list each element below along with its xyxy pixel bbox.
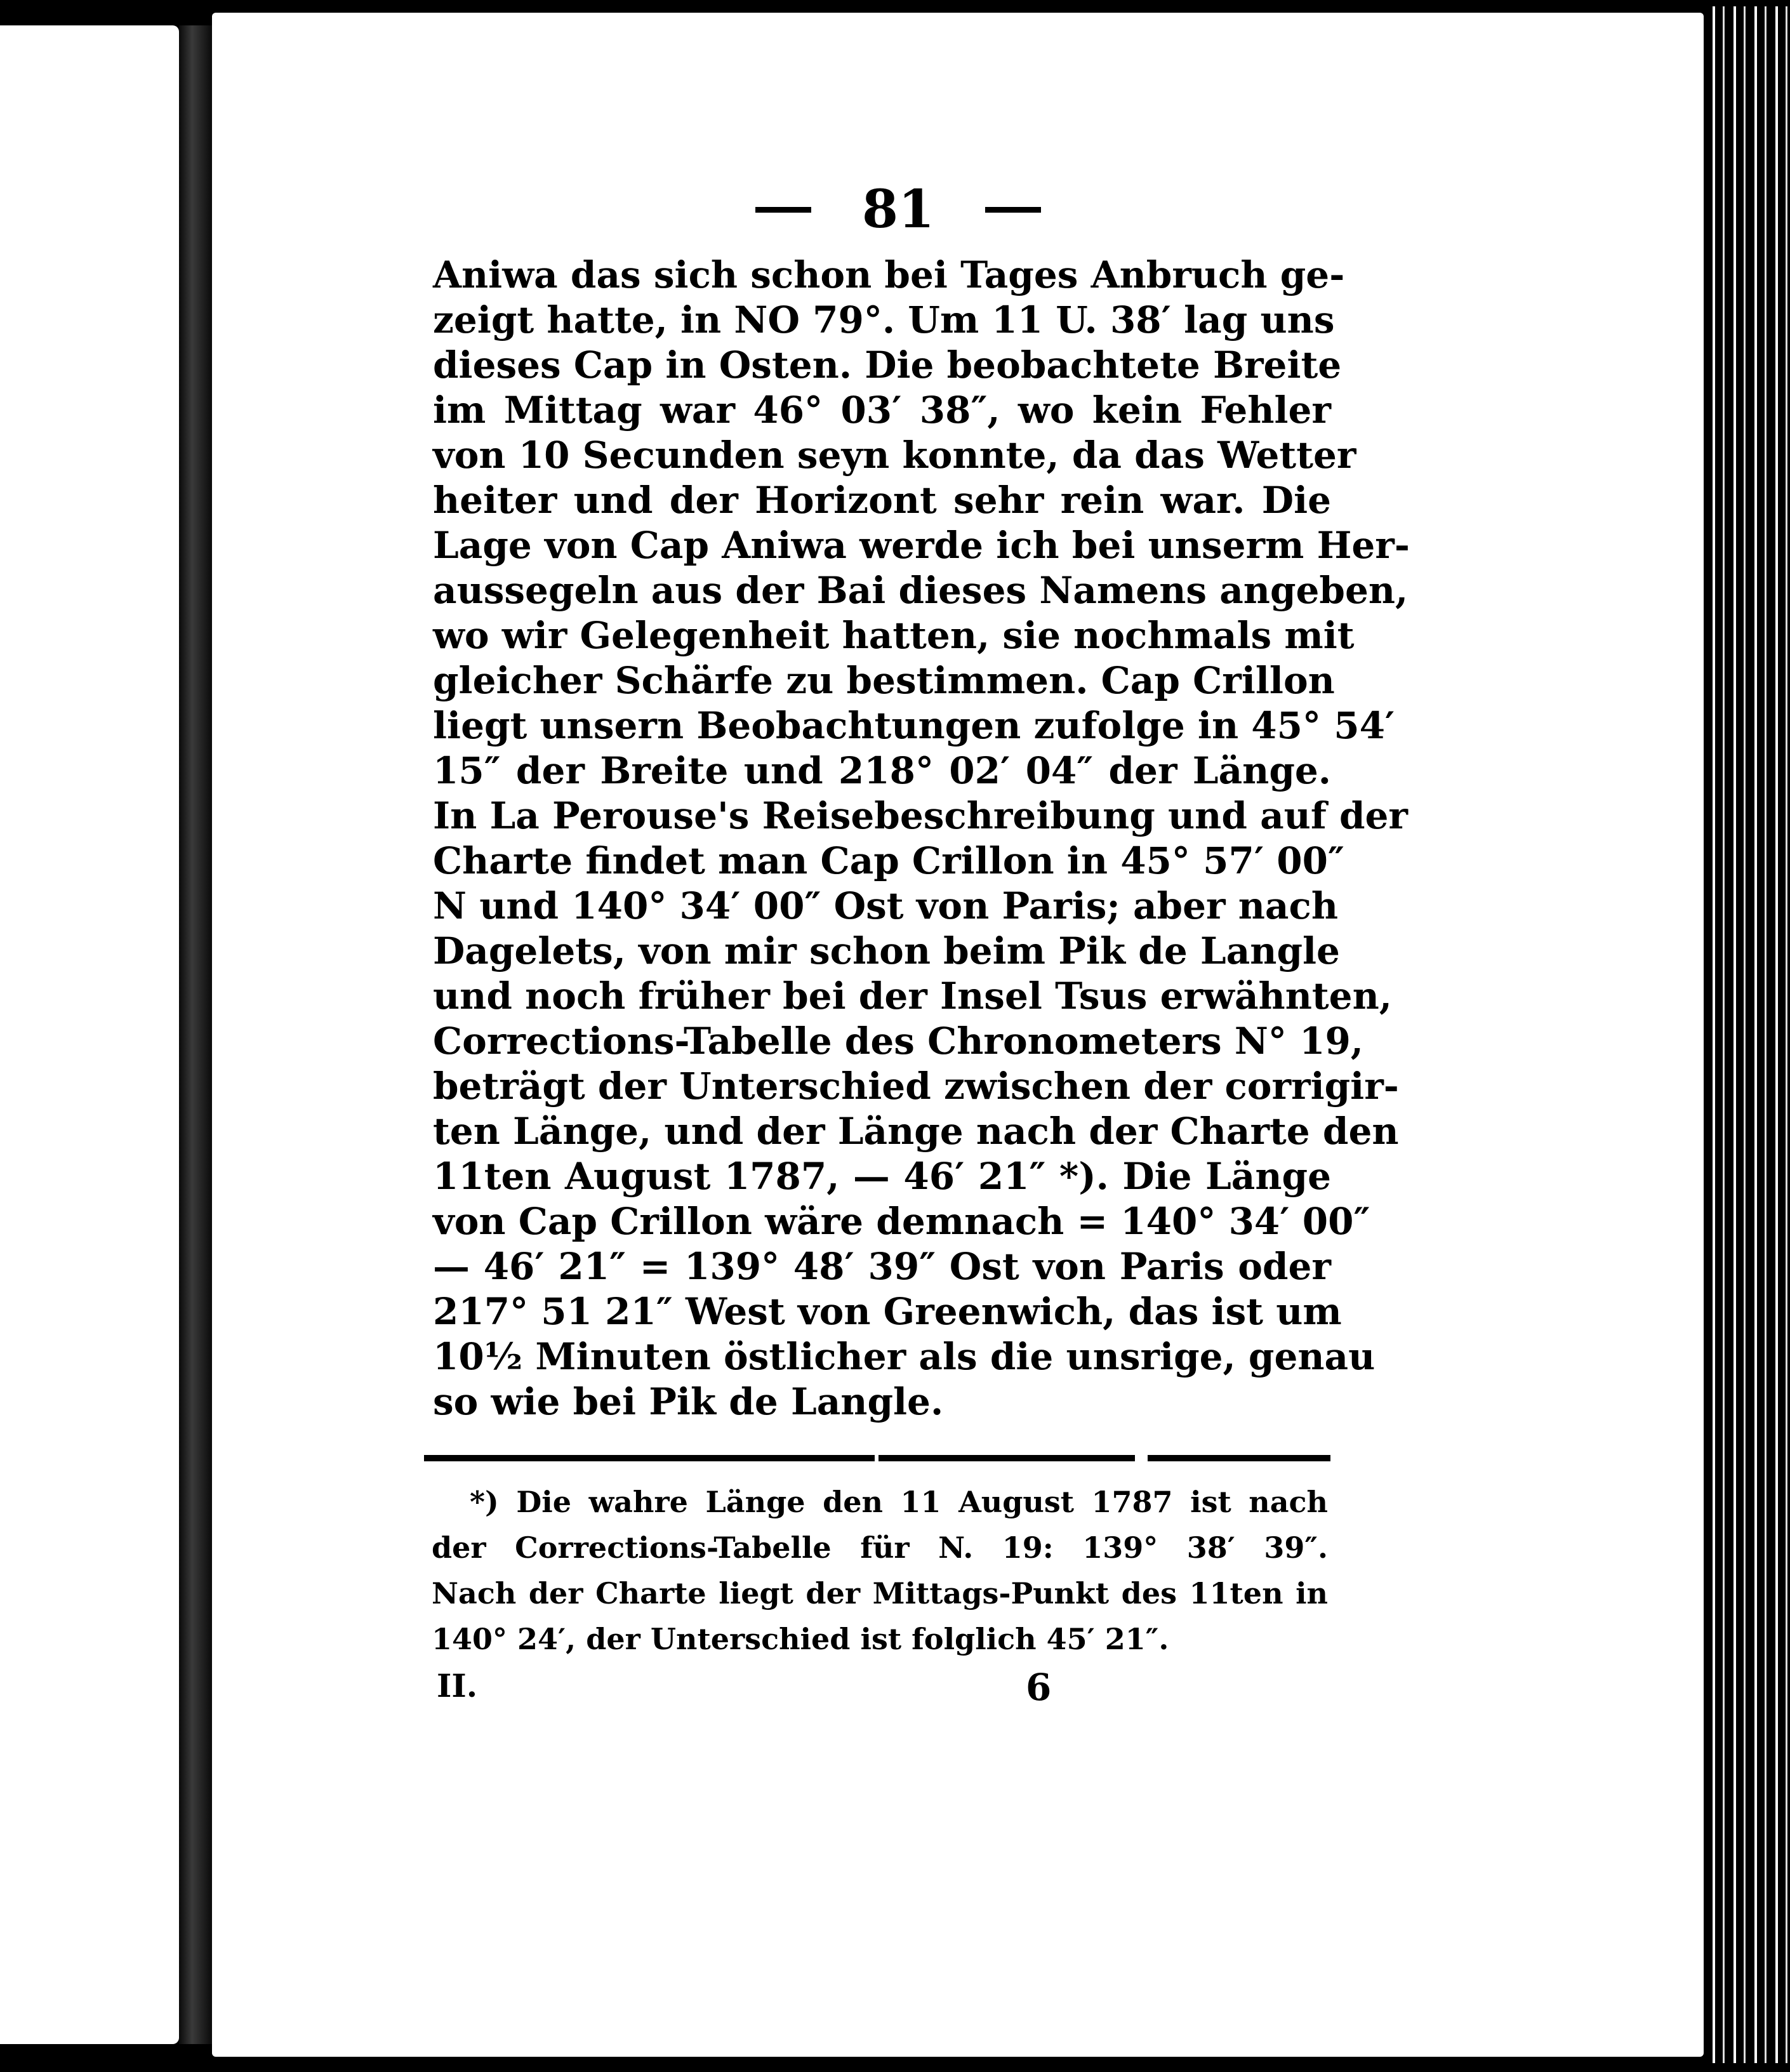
divider-segment (878, 1455, 1135, 1461)
text-line: 217° 51 21″ West von Greenwich, das ist um (433, 1290, 1342, 1333)
text-line: wo wir Gelegenheit hatten, sie nochmals mit (433, 614, 1355, 657)
book-gutter (179, 25, 212, 2044)
text-line: gleicher Schärfe zu bestimmen. Cap Crillon (433, 659, 1335, 702)
text-line: In La Perouse's Reisebeschreibung und auf der (433, 794, 1408, 837)
text-line: dieses Cap in Osten. Die beobachtete Breite (433, 343, 1342, 387)
text-line: Dagelets, von mir schon beim Pik de Langle (433, 929, 1340, 973)
text-line: im Mittag war 46° 03′ 38″, wo kein Fehler (433, 388, 1331, 432)
footnote (432, 1479, 1328, 1662)
volume-signature: II. (437, 1667, 478, 1704)
text-line: 10½ Minuten östlicher als die unsrige, genau (433, 1335, 1376, 1378)
text-line: liegt unsern Beobachtungen zufolge in 45° 54′ (433, 704, 1395, 747)
text-line: von Cap Crillon wäre demnach = 140° 34′ 00″ (433, 1200, 1370, 1243)
footnote-line: der Corrections-Tabelle für N. 19: 139° 38′ 39″. (432, 1531, 1328, 1565)
text-line: aussegeln aus der Bai dieses Namens angeben, (433, 569, 1409, 612)
header-dash-left (755, 207, 811, 213)
body-text (433, 253, 1410, 1424)
page-stack-edge (1704, 6, 1790, 2063)
text-line: 15″ der Breite und 218° 02′ 04″ der Länge. (433, 749, 1331, 792)
text-line: Charte findet man Cap Crillon in 45° 57′ 00″ (433, 839, 1344, 882)
text-line: ten Länge, und der Länge nach der Charte den (433, 1110, 1399, 1153)
text-line: N und 140° 34′ 00″ Ost von Paris; aber nach (433, 884, 1338, 927)
text-line: Corrections-Tabelle des Chronometers N° 19, (433, 1019, 1364, 1063)
footnote-line: Nach der Charte liegt der Mittags-Punkt des 11ten in (432, 1576, 1328, 1610)
footnote-divider (424, 1455, 1330, 1463)
text-line: Lage von Cap Aniwa werde ich bei unserm Her- (433, 524, 1410, 567)
page-header (755, 178, 1041, 241)
text-line: — 46′ 21″ = 139° 48′ 39″ Ost von Paris oder (433, 1245, 1331, 1288)
text-line: heiter und der Horizont sehr rein war. Die (433, 479, 1331, 522)
text-line: zeigt hatte, in NO 79°. Um 11 U. 38′ lag uns (433, 298, 1335, 342)
text-line: Aniwa das sich schon bei Tages Anbruch ge- (433, 253, 1345, 296)
facing-page-edge (0, 25, 179, 2044)
text-line: beträgt der Unterschied zwischen der corrigir- (433, 1065, 1399, 1108)
text-line: so wie bei Pik de Langle. (433, 1380, 944, 1423)
text-line: und noch früher bei der Insel Tsus erwähnten, (433, 974, 1392, 1018)
text-line: 11ten August 1787, — 46′ 21″ *). Die Länge (433, 1155, 1331, 1198)
footnote-line: 140° 24′, der Unterschied ist folglich 45′ 21″. (432, 1622, 1169, 1656)
page-number: 81 (861, 179, 935, 240)
divider-segment (424, 1455, 875, 1461)
divider-segment (1148, 1455, 1330, 1461)
text-line: von 10 Secunden seyn konnte, da das Wetter (433, 434, 1356, 477)
footnote-line: *) Die wahre Länge den 11 August 1787 ist nach (470, 1485, 1328, 1519)
header-dash-right (985, 207, 1041, 213)
sheet-number: 6 (1026, 1666, 1052, 1709)
